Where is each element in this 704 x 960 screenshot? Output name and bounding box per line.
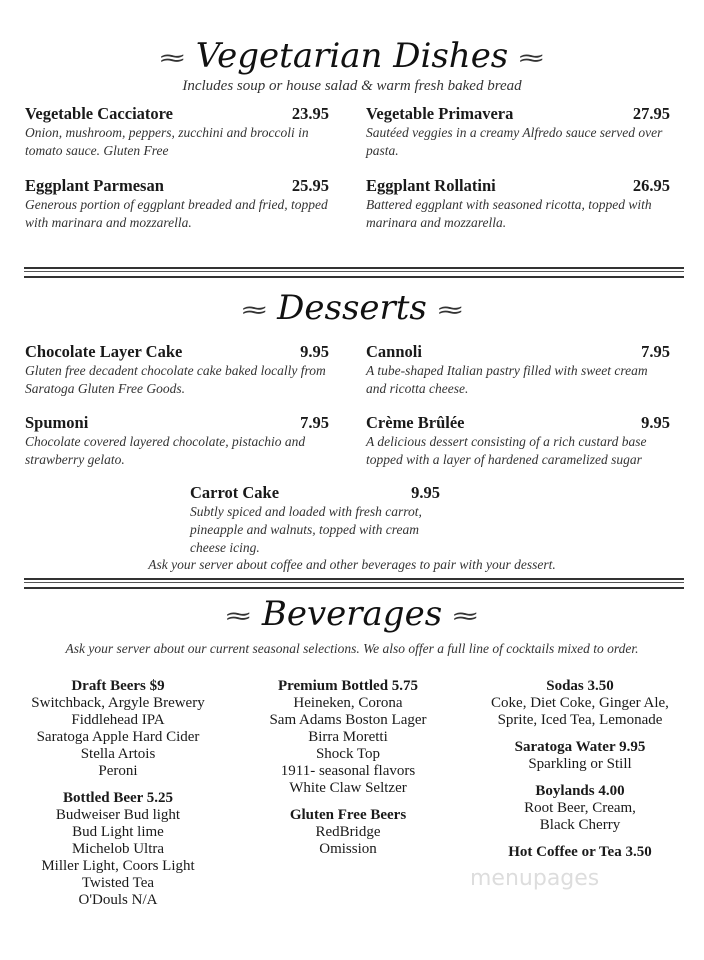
item-description: Chocolate covered layered chocolate, pistachio and strawberry gelato. <box>25 434 306 467</box>
beverages-title <box>0 594 704 634</box>
beverage-line: Sam Adams Boston Lager <box>269 712 427 728</box>
item-price: 27.95 <box>632 104 670 123</box>
beverages-note: Ask your server about our current seasonal selections. We also offer a full line of cocktails mixed to order. <box>65 641 639 656</box>
spacer <box>465 729 695 739</box>
beverage-heading: Sodas 3.50 <box>546 678 614 694</box>
watermark: menupages <box>470 866 600 891</box>
item-description: Onion, mushroom, peppers, zucchini and broccoli in tomato sauce. Gluten Free <box>25 125 309 158</box>
menu-item <box>25 413 329 469</box>
beverage-line: 1911- seasonal flavors <box>280 763 416 779</box>
item-description: Generous portion of eggplant breaded and fried, topped with marinara and mozzarella. <box>25 197 328 230</box>
menu-item <box>25 104 329 160</box>
beverage-line: Shock Top <box>315 746 381 762</box>
beverage-line: White Claw Seltzer <box>289 780 407 796</box>
beverage-line: O'Douls N/A <box>78 892 158 908</box>
beverage-line: Sparkling or Still <box>528 756 632 772</box>
menu-item <box>25 342 329 398</box>
item-name: Carrot Cake <box>190 483 280 502</box>
item-description: Battered eggplant with seasoned ricotta, topped with marinara and mozzarella. <box>366 197 652 230</box>
beverage-heading: Boylands 4.00 <box>535 783 625 799</box>
beverage-line: Heineken, Corona <box>293 695 403 711</box>
item-name: Spumoni <box>25 413 89 432</box>
item-name: Vegetable Primavera <box>366 104 514 123</box>
beverage-heading: Gluten Free Beers <box>289 807 407 823</box>
beverage-line: Bud Light lime <box>72 824 164 840</box>
menu-item <box>366 342 670 398</box>
item-price: 25.95 <box>291 176 329 195</box>
beverage-line: Michelob Ultra <box>71 841 165 857</box>
beverage-line: Root Beer, Cream, <box>524 800 636 816</box>
item-description: Sautéed veggies in a creamy Alfredo sauce served over pasta. <box>366 125 663 158</box>
item-name: Vegetable Cacciatore <box>25 104 173 123</box>
menu-item <box>366 176 670 232</box>
beverage-line: Omission <box>319 841 377 857</box>
menu-item <box>25 176 329 232</box>
desserts-note: Ask your server about coffee and other beverages to pair with your dessert. <box>148 557 556 572</box>
vegetarian-subtitle: Includes soup or house salad & warm fresh baked bread <box>182 78 522 94</box>
item-price: 9.95 <box>411 483 440 502</box>
menu-item <box>366 104 670 160</box>
item-price: 7.95 <box>300 413 329 432</box>
beverage-line: Saratoga Apple Hard Cider <box>36 729 200 745</box>
beverage-heading: Bottled Beer 5.25 <box>62 790 174 806</box>
beverage-line: Black Cherry <box>539 817 621 833</box>
beverage-line: Fiddlehead IPA <box>71 712 165 728</box>
flourish-right-icon: ≈ <box>435 297 465 323</box>
beverage-line: Miller Light, Coors Light <box>41 858 195 874</box>
beverages-title-text: Beverages <box>261 594 443 634</box>
beverage-line: Birra Moretti <box>308 729 388 745</box>
menu-item <box>366 413 670 469</box>
beverage-line: RedBridge <box>315 824 381 840</box>
beverage-column <box>3 678 233 909</box>
vegetarian-title-text: Vegetarian Dishes <box>195 36 509 76</box>
spacer <box>465 773 695 783</box>
flourish-right-icon: ≈ <box>450 603 481 629</box>
beverage-heading: Hot Coffee or Tea 3.50 <box>508 844 652 860</box>
spacer <box>233 797 463 807</box>
item-description: A delicious dessert consisting of a rich custard base topped with a layer of hardened caramelized sugar <box>366 434 647 467</box>
beverage-heading: Saratoga Water 9.95 <box>514 739 646 755</box>
spacer <box>3 780 233 790</box>
beverage-line: Switchback, Argyle Brewery <box>31 695 205 711</box>
item-name: Crème Brûlée <box>366 413 465 432</box>
item-name: Cannoli <box>366 342 422 361</box>
beverage-line: Twisted Tea <box>81 875 155 891</box>
item-name: Eggplant Rollatini <box>366 176 496 195</box>
flourish-left-icon: ≈ <box>239 297 269 323</box>
beverage-line: Sprite, Iced Tea, Lemonade <box>497 712 663 728</box>
beverage-heading: Draft Beers $9 <box>71 678 165 694</box>
beverage-column <box>233 678 463 858</box>
vegetarian-title <box>0 36 704 76</box>
beverage-line: Coke, Diet Coke, Ginger Ale, <box>491 695 669 711</box>
beverage-line: Peroni <box>98 763 138 779</box>
beverage-line: Budweiser Bud light <box>55 807 181 823</box>
menu-item <box>190 483 440 557</box>
item-price: 9.95 <box>641 413 670 432</box>
beverage-line: Stella Artois <box>80 746 156 762</box>
item-price: 9.95 <box>300 342 329 361</box>
flourish-left-icon: ≈ <box>157 45 188 71</box>
item-price: 23.95 <box>291 104 329 123</box>
item-name: Eggplant Parmesan <box>25 176 164 195</box>
section-divider <box>24 267 684 278</box>
beverage-heading: Premium Bottled 5.75 <box>277 678 419 694</box>
section-divider <box>24 578 684 589</box>
item-price: 26.95 <box>632 176 670 195</box>
beverage-column <box>465 678 695 861</box>
flourish-right-icon: ≈ <box>516 45 547 71</box>
desserts-title-text: Desserts <box>277 288 427 328</box>
item-description: Subtly spiced and loaded with fresh carrot, pineapple and walnuts, topped with cream cheese icing. <box>190 504 422 555</box>
item-price: 7.95 <box>641 342 670 361</box>
item-description: Gluten free decadent chocolate cake baked locally from Saratoga Gluten Free Goods. <box>25 363 326 396</box>
desserts-title <box>0 288 704 328</box>
flourish-left-icon: ≈ <box>223 603 254 629</box>
item-description: A tube-shaped Italian pastry filled with sweet cream and ricotta cheese. <box>366 363 648 396</box>
spacer <box>465 834 695 844</box>
item-name: Chocolate Layer Cake <box>25 342 183 361</box>
